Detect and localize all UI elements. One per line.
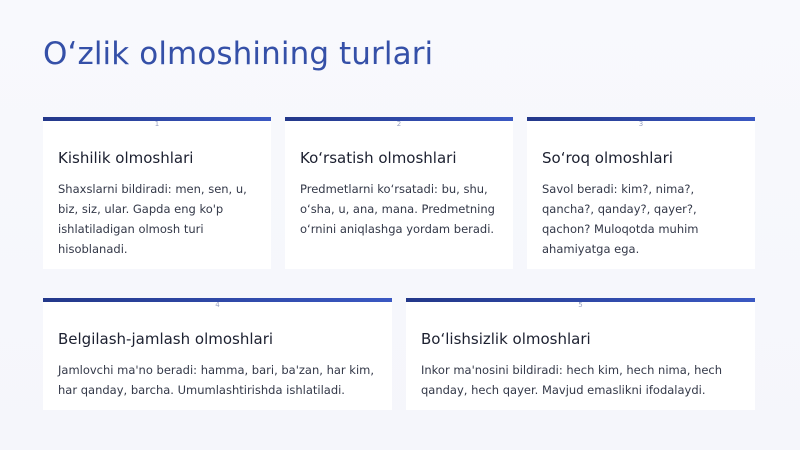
card-kishilik — [43, 117, 271, 269]
card-number: 5 — [578, 301, 583, 309]
card-description: Jamlovchi ma'no beradi: hamma, bari, ba'zan, har kim, har qanday, barcha. Umumlashtirishda ishlatiladi. — [58, 363, 375, 397]
card-title: Belgilash-jamlash olmoshlari — [58, 330, 274, 348]
card-description: Predmetlarni ko‘rsatadi: bu, shu, o‘sha, u, ana, mana. Predmetning o‘rnini aniqlashga yordam beradi. — [300, 182, 495, 236]
card-number: 3 — [638, 120, 644, 128]
card-description: Shaxslarni bildiradi: men, sen, u, biz, siz, ular. Gapda eng ko'p ishlatiladigan olmosh turi hisoblanadi. — [58, 182, 247, 256]
slide-title: O‘zlik olmoshining turlari — [43, 36, 434, 72]
card-soroq — [527, 117, 755, 269]
card-title: Bo‘lishsizlik olmoshlari — [421, 330, 591, 348]
card-number: 1 — [154, 120, 160, 128]
card-belgilash-jamlash — [43, 298, 392, 410]
card-description: Savol beradi: kim?, nima?, qancha?, qanday?, qayer?, qachon? Muloqotda muhim ahamiyatga ega. — [542, 182, 699, 256]
card-bolishsizlik — [406, 298, 755, 410]
card-title: So‘roq olmoshlari — [542, 149, 673, 167]
card-description: Inkor ma'nosini bildiradi: hech kim, hech nima, hech qanday, hech qayer. Mavjud emaslikni ifodalaydi. — [421, 363, 723, 397]
card-korsatish — [285, 117, 513, 269]
card-title: Kishilik olmoshlari — [58, 149, 194, 167]
card-title: Ko‘rsatish olmoshlari — [300, 149, 457, 167]
card-number: 4 — [215, 301, 220, 309]
card-number: 2 — [396, 120, 402, 128]
